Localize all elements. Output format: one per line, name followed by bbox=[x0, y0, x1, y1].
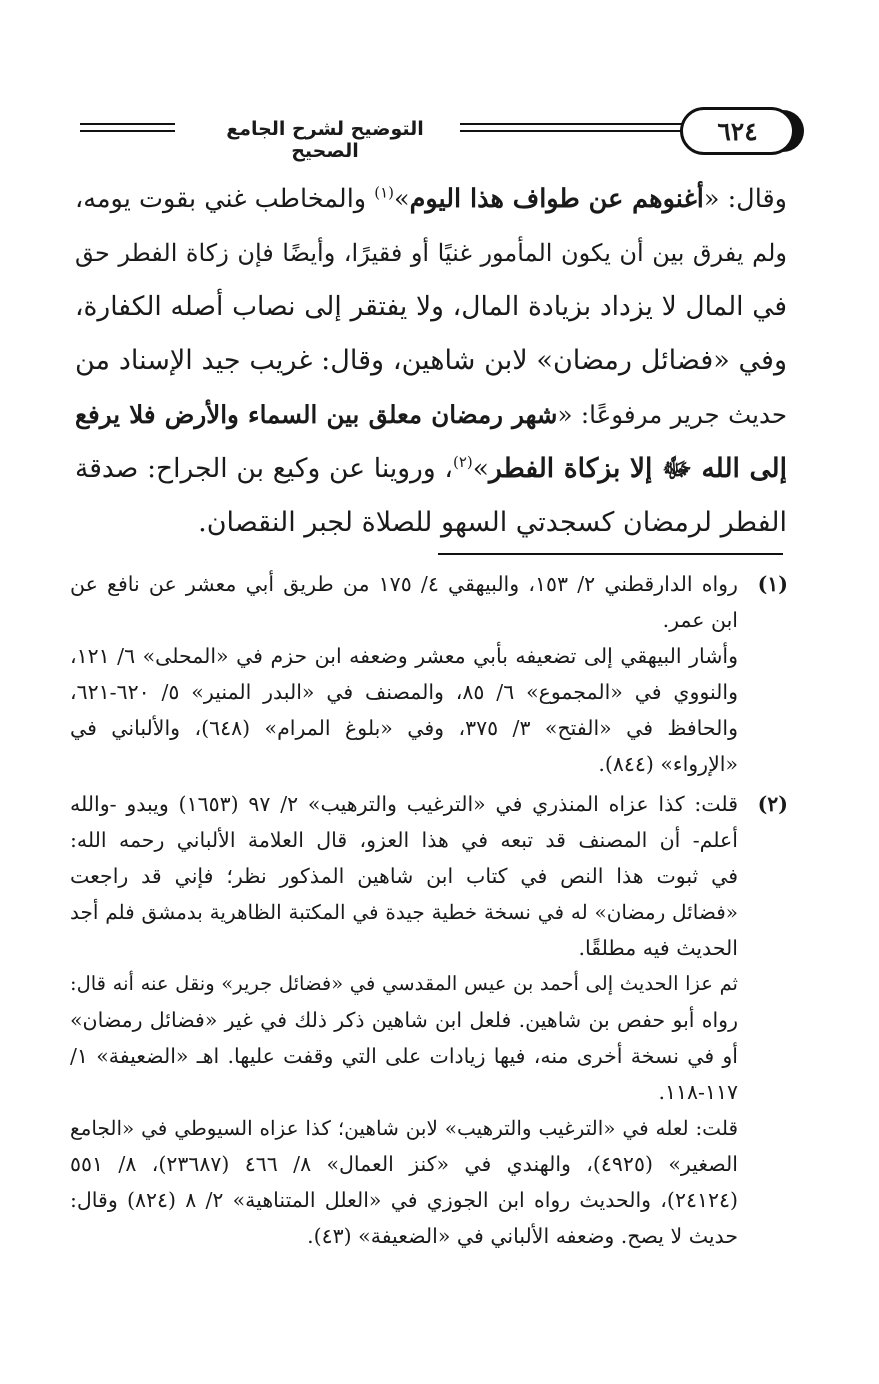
footnote-line: والحافظ في «الفتح» ٣/ ٣٧٥، وفي «بلوغ المرام» (٦٤٨)، والألباني في bbox=[70, 716, 738, 740]
footnotes bbox=[70, 566, 788, 1258]
main-line-7: الفطر لرمضان كسجدتي السهو للصلاة لجبر النقصان. bbox=[198, 507, 787, 538]
main-line-3: في المال لا يزداد بزيادة المال، ولا يفتقر إلى نصاب أصله الكفارة، bbox=[75, 291, 787, 322]
header-rule-left-bottom bbox=[80, 130, 175, 132]
header-rule-right-bottom bbox=[460, 130, 682, 132]
footnote-1 bbox=[70, 566, 788, 782]
footnote-line: أو في نسخة أخرى منه، فيها زيادات على التي وقفت عليها. اهـ «الضعيفة» ١/ bbox=[70, 1044, 738, 1068]
footnote-line: حديث لا يصح. وضعفه الألباني في «الضعيفة» (٤٣). bbox=[307, 1224, 738, 1248]
footnote-line: قلت: كذا عزاه المنذري في «الترغيب والترهيب» ٢/ ٩٧ (١٦٥٣) ويبدو -والله bbox=[70, 792, 738, 816]
footnote-number: (٢) bbox=[757, 792, 788, 816]
footnote-line: «فضائل رمضان» له في نسخة خطية جيدة في المكتبة الظاهرية بدمشق فلم أجد bbox=[70, 900, 738, 924]
footnote-number: (١) bbox=[757, 572, 788, 596]
footnote-line: الحديث فيه مطلقًا. bbox=[578, 936, 738, 960]
main-line-2: ولم يفرق بين أن يكون المأمور غنيًا أو فقيرًا، وأيضًا فإن زكاة الفطر حق bbox=[75, 239, 787, 267]
footnote-divider bbox=[438, 553, 783, 555]
footnote-ref-2: (٢) bbox=[452, 453, 473, 472]
footnote-line: رواه أبو حفص بن شاهين. فلعل ابن شاهين ذكر ذلك في غير «فضائل رمضان» bbox=[70, 1008, 738, 1032]
main-line-6: إلى الله ﷻ إلا بزكاة الفطر»$^{(٢)}$، وروينا عن وكيع بن الجراح: صدقة bbox=[75, 453, 787, 484]
footnote-line: قلت: لعله في «الترغيب والترهيب» لابن شاهين؛ كذا عزاه السيوطي في «الجامع bbox=[70, 1116, 738, 1140]
header-rule-right-top bbox=[460, 123, 682, 125]
header-rule-left-top bbox=[80, 123, 175, 125]
footnote-line: «الإرواء» (٨٤٤). bbox=[598, 752, 738, 776]
footnote-line: الصغير» (٤٩٢٥)، والهندي في «كنز العمال» ٨/ ٤٦٦ (٢٣٦٨٧)، ٨/ ٥٥١ bbox=[70, 1152, 738, 1176]
footnote-line: في ثبوت هذا النص في كتاب ابن شاهين المذكور نظر؛ فإني قد راجعت bbox=[70, 864, 738, 888]
footnote-line: ١١٧-١١٨. bbox=[658, 1080, 738, 1104]
running-title: التوضيح لشرح الجامع الصحيح bbox=[226, 118, 424, 162]
page-header bbox=[60, 105, 795, 161]
footnote-line: وأشار البيهقي إلى تضعيفه بأبي معشر وضعفه ابن حزم في «المحلى» ٦/ ١٢١، bbox=[70, 644, 738, 668]
footnote-ref-1: (١) bbox=[374, 183, 394, 202]
page-number: ٦٢٤ bbox=[680, 107, 795, 155]
main-line-4: وفي «فضائل رمضان» لابن شاهين، وقال: غريب جيد الإسناد من bbox=[75, 345, 787, 376]
footnote-line: والنووي في «المجموع» ٦/ ٨٥، والمصنف في «البدر المنير» ٥/ ٦٢٠-٦٢١، bbox=[70, 680, 738, 704]
footnote-line: أعلم- أن المصنف قد تبعه في هذا العزو، قال العلامة الألباني رحمه الله: bbox=[70, 828, 738, 852]
main-text bbox=[75, 172, 787, 550]
footnote-line: رواه الدارقطني ٢/ ١٥٣، والبيهقي ٤/ ١٧٥ من طريق أبي معشر عن نافع عن bbox=[70, 572, 738, 596]
footnote-line: ابن عمر. bbox=[662, 608, 738, 632]
main-line-1: وقال: «أغنوهم عن طواف هذا اليوم»$^{(١)}$ والمخاطب غني بقوت يومه، bbox=[75, 183, 787, 214]
footnote-line: (٢٤١٢٤)، والحديث رواه ابن الجوزي في «العلل المتناهية» ٢/ ٨ (٨٢٤) وقال: bbox=[70, 1188, 738, 1212]
main-line-5: حديث جرير مرفوعًا: «شهر رمضان معلق بين السماء والأرض فلا يرفع bbox=[75, 400, 787, 429]
footnote-2 bbox=[70, 786, 788, 1254]
footnote-line: ثم عزا الحديث إلى أحمد بن عيس المقدسي في «فضائل جرير» ونقل عنه أنه قال: bbox=[70, 972, 738, 995]
